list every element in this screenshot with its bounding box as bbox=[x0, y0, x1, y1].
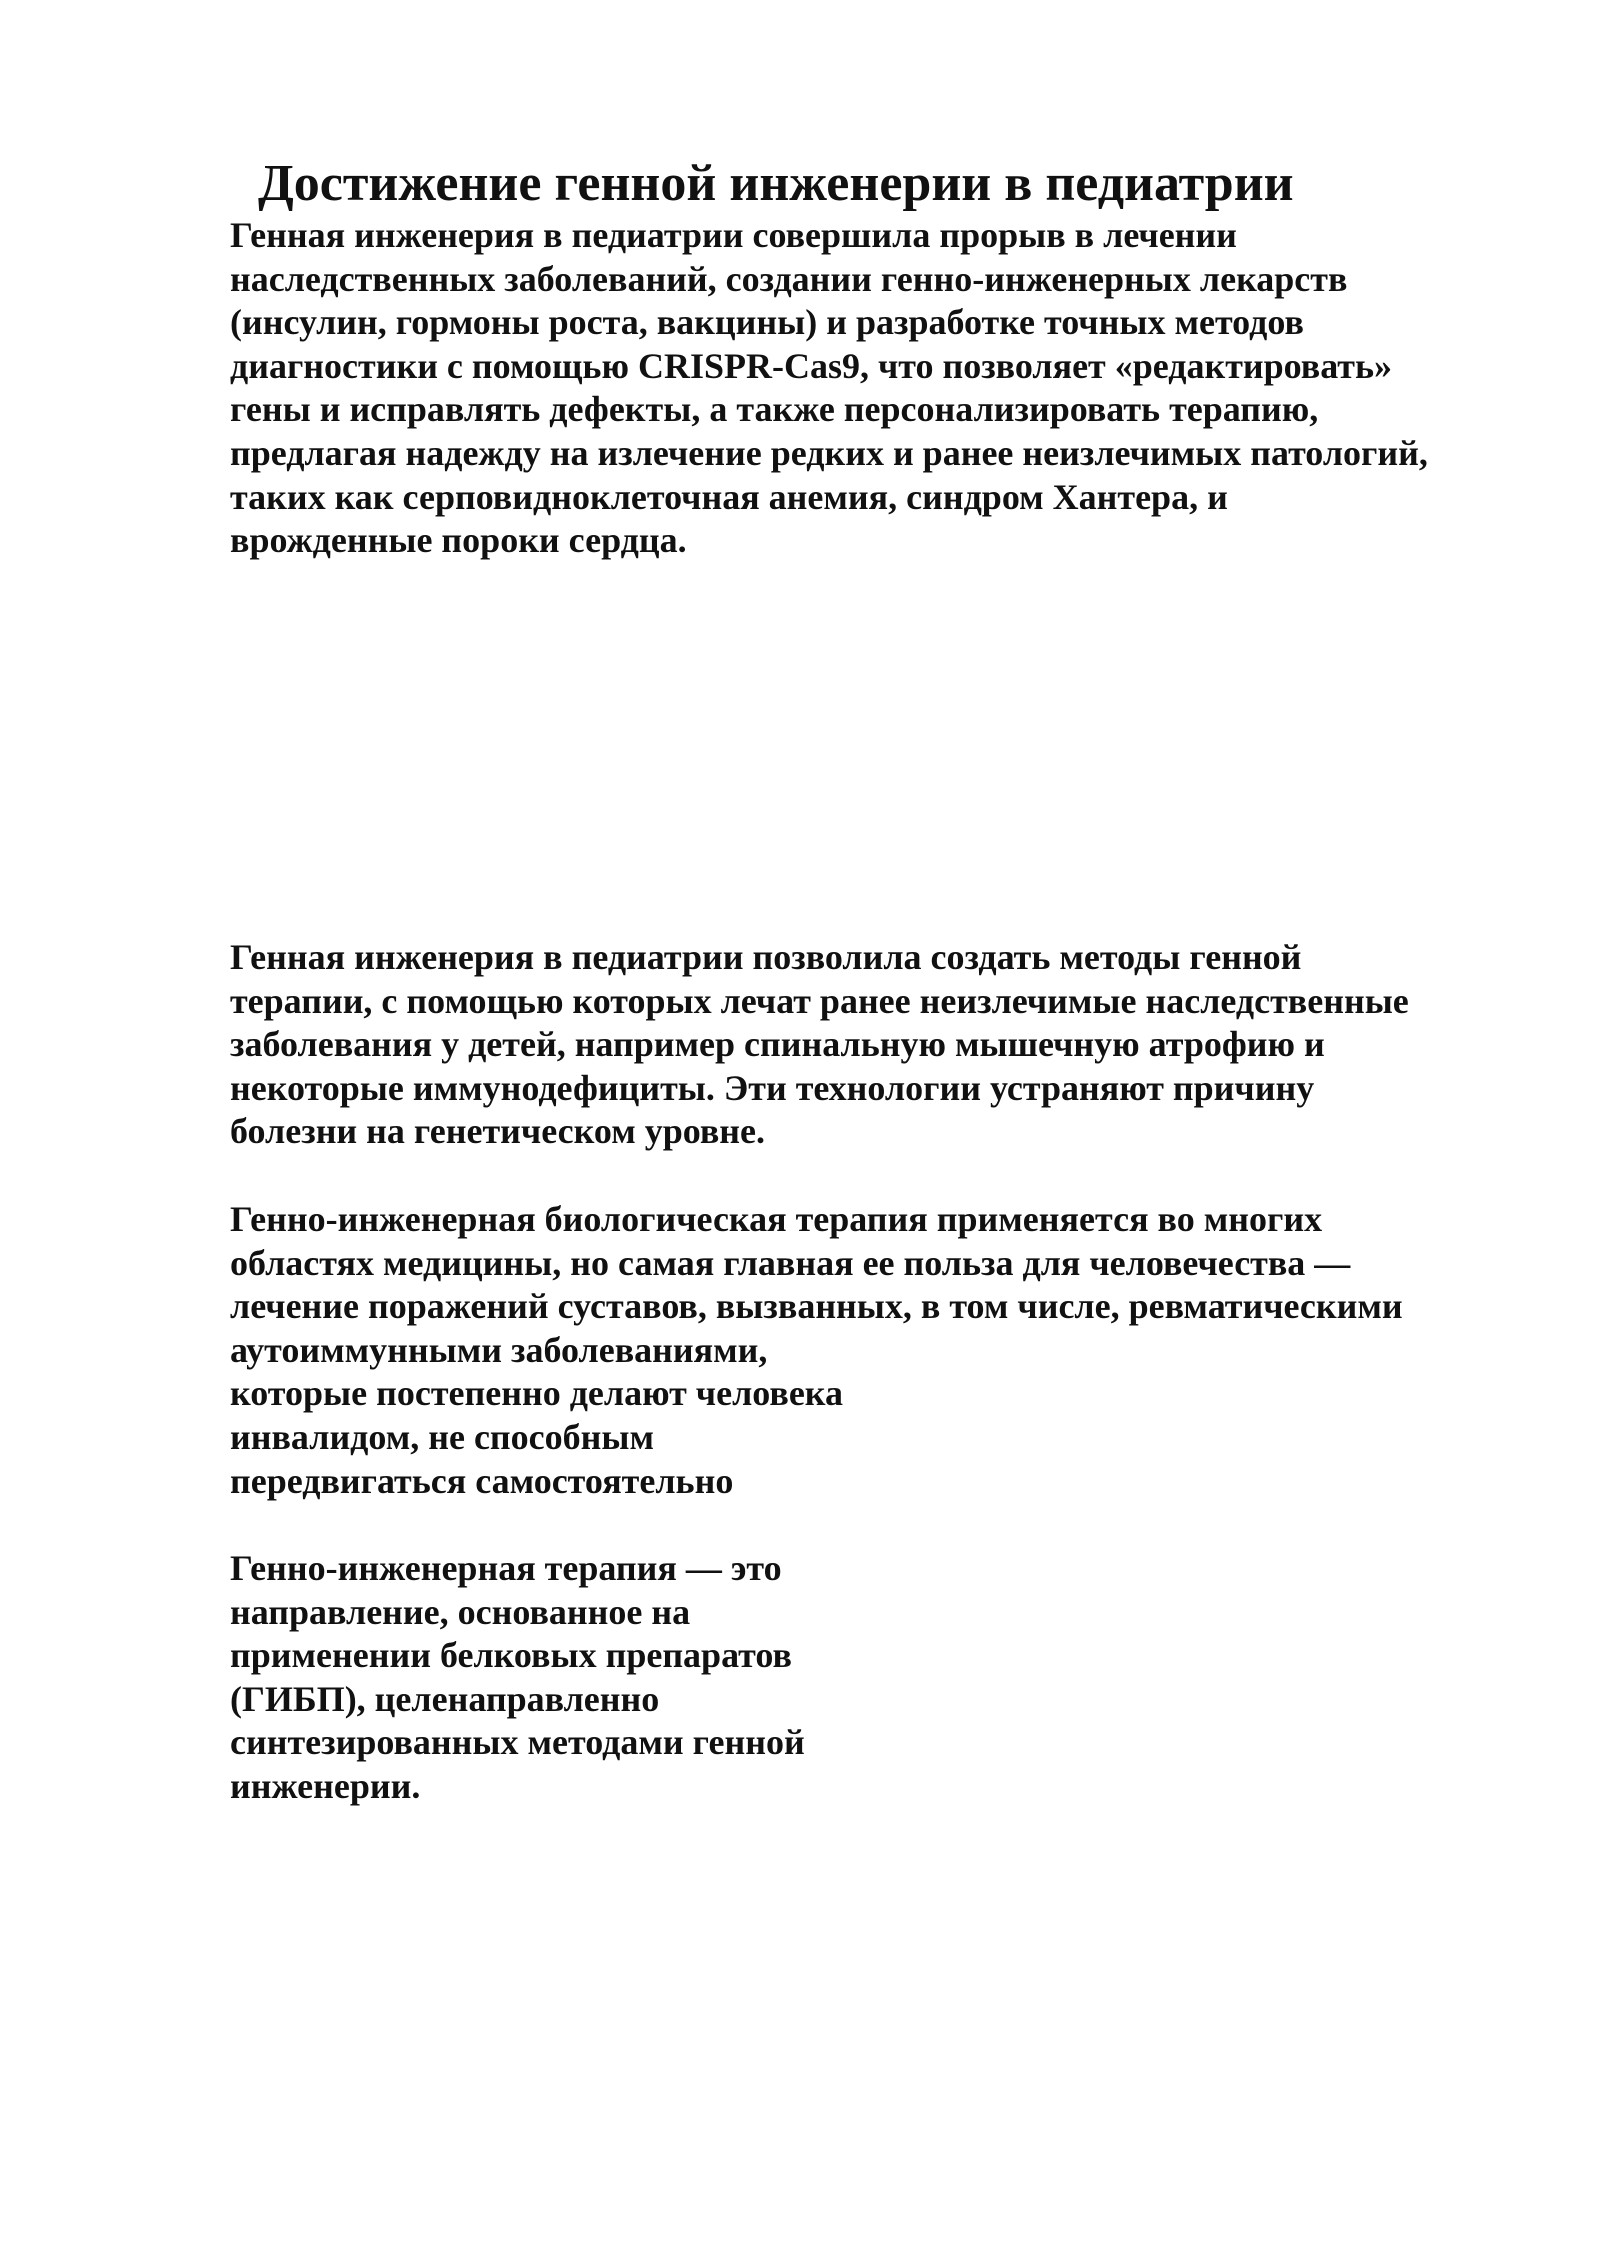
paragraph-line: Генная инженерия в педиатрии совершила прорыв в лечении bbox=[230, 215, 1237, 255]
paragraph-gene-engineering-breakthrough bbox=[230, 214, 1428, 563]
paragraph-line: Генно-инженерная терапия — это bbox=[230, 1548, 782, 1588]
paragraph-line: применении белковых препаратов bbox=[230, 1635, 792, 1676]
paragraph-line: Генная инженерия в педиатрии позволила создать методы генной bbox=[230, 937, 1302, 977]
paragraph-line: инвалидом, не способным bbox=[230, 1416, 655, 1457]
paragraph-line: Генно-инженерная биологическая терапия применяется во многих bbox=[230, 1199, 1323, 1239]
document-title: Достижение генной инженерии в педиатрии bbox=[258, 155, 1294, 212]
paragraph-line: которые постепенно делают человека bbox=[230, 1373, 844, 1414]
paragraph-line: (инсулин, гормоны роста, вакцины) и разработке точных методов bbox=[230, 302, 1304, 343]
paragraph-line: синтезированных методами генной bbox=[230, 1722, 805, 1763]
paragraph-line: наследственных заболеваний, создании генно-инженерных лекарств bbox=[230, 258, 1348, 299]
paragraph-line: гены и исправлять дефекты, а также персонализировать терапию, bbox=[230, 389, 1319, 430]
paragraph-biological-therapy bbox=[230, 1198, 1403, 1503]
paragraph-line: некоторые иммунодефициты. Эти технологии устраняют причину bbox=[230, 1067, 1315, 1108]
paragraph-line: лечение поражений суставов, вызванных, в том числе, ревматическими bbox=[230, 1286, 1403, 1327]
paragraph-line: врожденные пороки сердца. bbox=[230, 520, 687, 561]
paragraph-line: заболевания у детей, например спинальную мышечную атрофию и bbox=[230, 1024, 1325, 1065]
paragraph-line: направление, основанное на bbox=[230, 1591, 691, 1632]
paragraph-line: областях медицины, но самая главная ее польза для человечества — bbox=[230, 1242, 1351, 1283]
paragraph-line: (ГИБП), целенаправленно bbox=[230, 1678, 660, 1719]
paragraph-line: болезни на генетическом уровне. bbox=[230, 1111, 766, 1152]
paragraph-line: передвигаться самостоятельно bbox=[230, 1460, 734, 1501]
paragraph-line: таких как серповидноклеточная анемия, синдром Хантера, и bbox=[230, 476, 1228, 517]
paragraph-line: инженерии. bbox=[230, 1765, 421, 1806]
paragraph-gibp-definition bbox=[230, 1547, 805, 1809]
paragraph-line: диагностики с помощью CRISPR-Cas9, что позволяет «редактировать» bbox=[230, 345, 1393, 386]
paragraph-line: аутоиммунными заболеваниями, bbox=[230, 1329, 768, 1370]
paragraph-line: предлагая надежду на излечение редких и ранее неизлечимых патологий, bbox=[230, 432, 1428, 473]
paragraph-gene-therapy-methods bbox=[230, 936, 1409, 1154]
paragraph-line: терапии, с помощью которых лечат ранее неизлечимые наследственные bbox=[230, 980, 1409, 1021]
